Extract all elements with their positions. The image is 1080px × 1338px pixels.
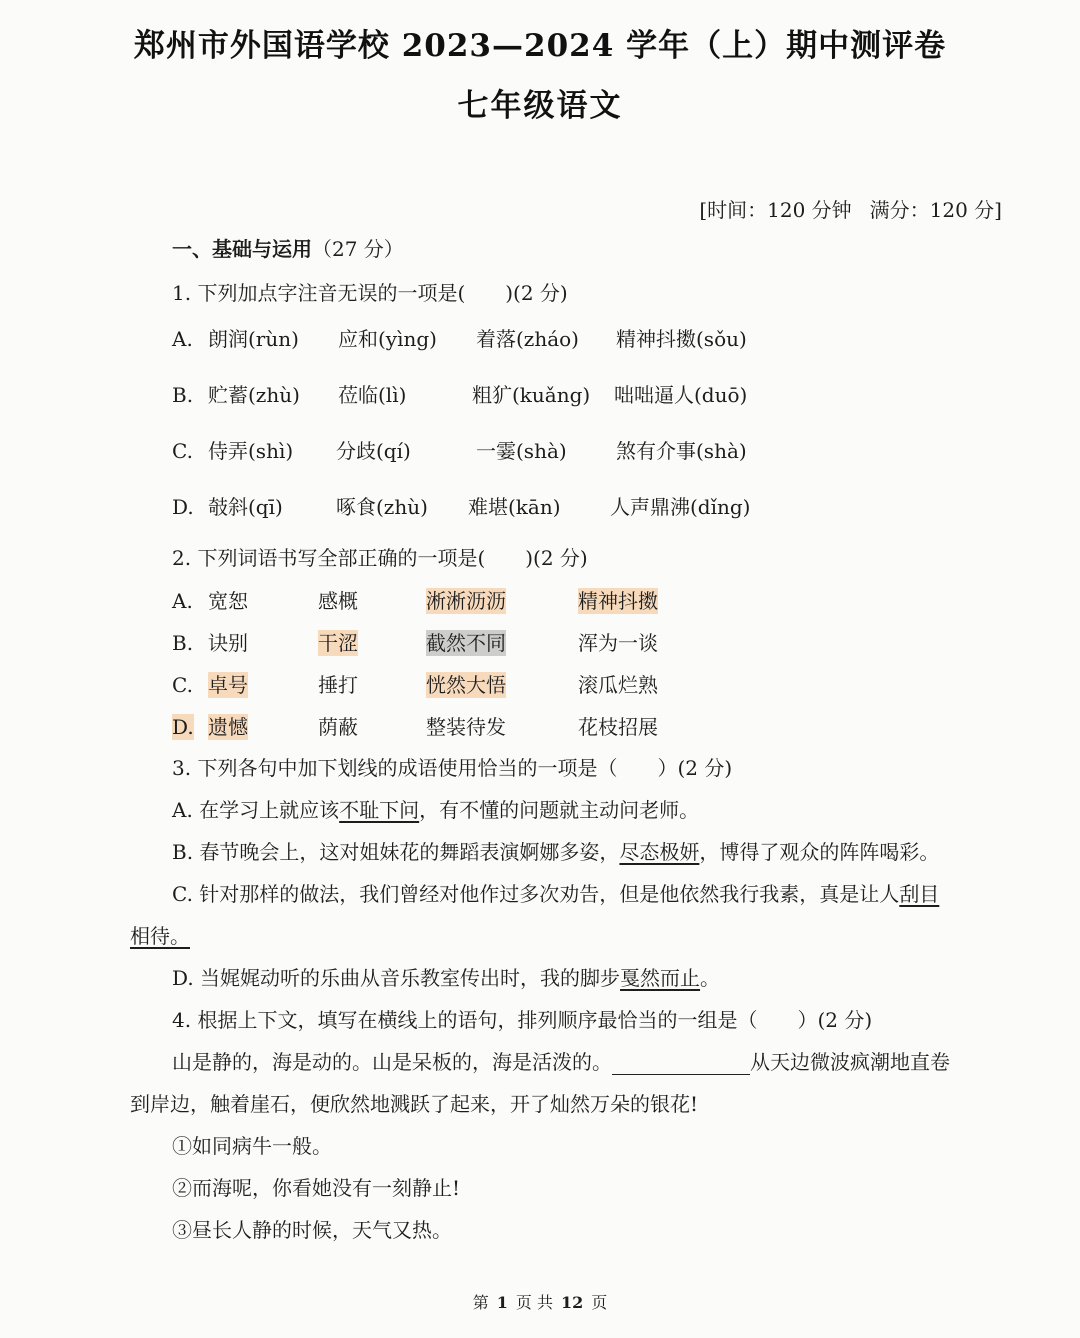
option-item: 捶打	[318, 673, 358, 697]
sentence-text: 。	[700, 966, 721, 990]
option-item: 卓号	[208, 673, 248, 697]
option-letter: A.	[172, 589, 193, 613]
page-footer	[0, 1290, 1080, 1313]
option-letter: A.	[172, 327, 193, 351]
fill-blank	[612, 1054, 750, 1075]
passage-text: 山是静的，海是动的。山是呆板的，海是活泼的。	[172, 1050, 612, 1074]
q4-passage-line1	[172, 1049, 950, 1075]
option-letter: C.	[172, 673, 193, 697]
underlined-idiom: 尽态极妍	[619, 840, 700, 864]
option-item: 人声鼎沸(dǐng)	[610, 495, 751, 519]
option-letter: D.	[172, 495, 194, 519]
option-item: 咄咄逼人(duō)	[614, 383, 748, 407]
q4-item: ①如同病牛一般。	[172, 1134, 332, 1158]
option-item: 应和(yìng)	[338, 327, 437, 351]
option-item: 整装待发	[426, 715, 506, 739]
option-item: 分歧(qí)	[336, 439, 411, 463]
exam-title: 郑州市外国语学校 2023—2024 学年（上）期中测评卷	[133, 28, 947, 64]
option-item: 宽恕	[208, 589, 248, 613]
exam-score: 满分：120 分]	[869, 198, 1002, 222]
option-item: 煞有介事(shà)	[616, 439, 747, 463]
option-item: 粗犷(kuǎng)	[472, 383, 591, 407]
q3-stem: 3. 下列各句中加下划线的成语使用恰当的一项是（ ）(2 分)	[172, 756, 733, 780]
option-letter: B.	[172, 383, 194, 407]
option-letter: D.	[172, 715, 194, 739]
sentence-text: A. 在学习上就应该	[172, 798, 340, 822]
option-item: 恍然大悟	[426, 673, 506, 697]
exam-subtitle: 七年级语文	[457, 88, 623, 124]
q1-stem: 1. 下列加点字注音无误的一项是( )(2 分)	[172, 281, 568, 305]
section-heading	[172, 236, 404, 262]
sentence-text: ，博得了观众的阵阵喝彩。	[699, 840, 940, 864]
option-item: 荫蔽	[318, 715, 358, 739]
q3-option-c	[172, 881, 939, 907]
option-item: 贮蓄(zhù)	[208, 383, 300, 407]
option-item: 花枝招展	[578, 715, 658, 739]
sentence-text: ，有不懂的问题就主动问老师。	[419, 798, 700, 822]
option-item: 侍弄(shì)	[208, 439, 294, 463]
q4-stem: 4. 根据上下文，填写在横线上的语句，排列顺序最恰当的一组是（ ）(2 分)	[172, 1008, 873, 1032]
option-item: 啄食(zhù)	[336, 495, 428, 519]
passage-text: 从天边微波疯潮地直卷	[750, 1050, 950, 1074]
option-item: 一霎(shà)	[476, 439, 567, 463]
option-item: 精神抖擞(sǒu)	[616, 327, 747, 351]
option-item: 朗润(rùn)	[208, 327, 299, 351]
option-item: 感概	[318, 589, 358, 613]
option-item: 滚瓜烂熟	[578, 673, 658, 697]
q3-option-d	[172, 965, 720, 991]
option-item: 干涩	[318, 631, 358, 655]
q3-option-b	[172, 839, 939, 865]
section-title: 一、基础与运用	[172, 237, 312, 261]
option-item: 诀别	[208, 631, 248, 655]
page-total: 12	[560, 1293, 584, 1312]
q3-option-a	[172, 797, 699, 823]
option-item: 截然不同	[426, 631, 506, 655]
underlined-idiom: 戛然而止	[620, 966, 701, 990]
sentence-text: B. 春节晚会上，这对姐妹花的舞蹈表演婀娜多姿，	[172, 840, 620, 864]
underlined-idiom: 刮目	[899, 882, 940, 906]
exam-meta	[699, 194, 1002, 223]
underlined-idiom: 不耻下问	[339, 798, 420, 822]
footer-text: 页 共	[515, 1293, 553, 1312]
underlined-idiom: 相待。	[130, 924, 190, 948]
page-number: 1	[496, 1293, 508, 1312]
option-letter: C.	[172, 439, 193, 463]
option-item: 难堪(kān)	[468, 495, 561, 519]
option-item: 莅临(lì)	[338, 383, 407, 407]
q4-passage-line2: 到岸边，触着崖石，便欣然地溅跃了起来，开了灿然万朵的银花!	[130, 1092, 699, 1116]
q2-stem: 2. 下列词语书写全部正确的一项是( )(2 分)	[172, 546, 588, 570]
sentence-text: C. 针对那样的做法，我们曾经对他作过多次劝告，但是他依然我行我素，真是让人	[172, 882, 900, 906]
option-item: 淅淅沥沥	[426, 589, 506, 613]
option-letter: B.	[172, 631, 194, 655]
sentence-text: D. 当娓娓动听的乐曲从音乐教室传出时，我的脚步	[172, 966, 621, 990]
option-item: 精神抖擞	[578, 589, 658, 613]
exam-time: [时间：120 分钟	[699, 198, 852, 222]
option-item: 遗憾	[208, 715, 248, 739]
footer-text: 第	[472, 1293, 489, 1312]
option-item: 攲斜(qī)	[208, 495, 283, 519]
q4-item: ③昼长人静的时候，天气又热。	[172, 1218, 452, 1242]
option-item: 着落(zháo)	[476, 327, 579, 351]
section-points: （27 分）	[312, 237, 404, 261]
option-item: 浑为一谈	[578, 631, 658, 655]
q3-option-c-cont	[130, 923, 190, 949]
footer-text: 页	[591, 1293, 608, 1312]
q4-item: ②而海呢，你看她没有一刻静止!	[172, 1176, 461, 1200]
